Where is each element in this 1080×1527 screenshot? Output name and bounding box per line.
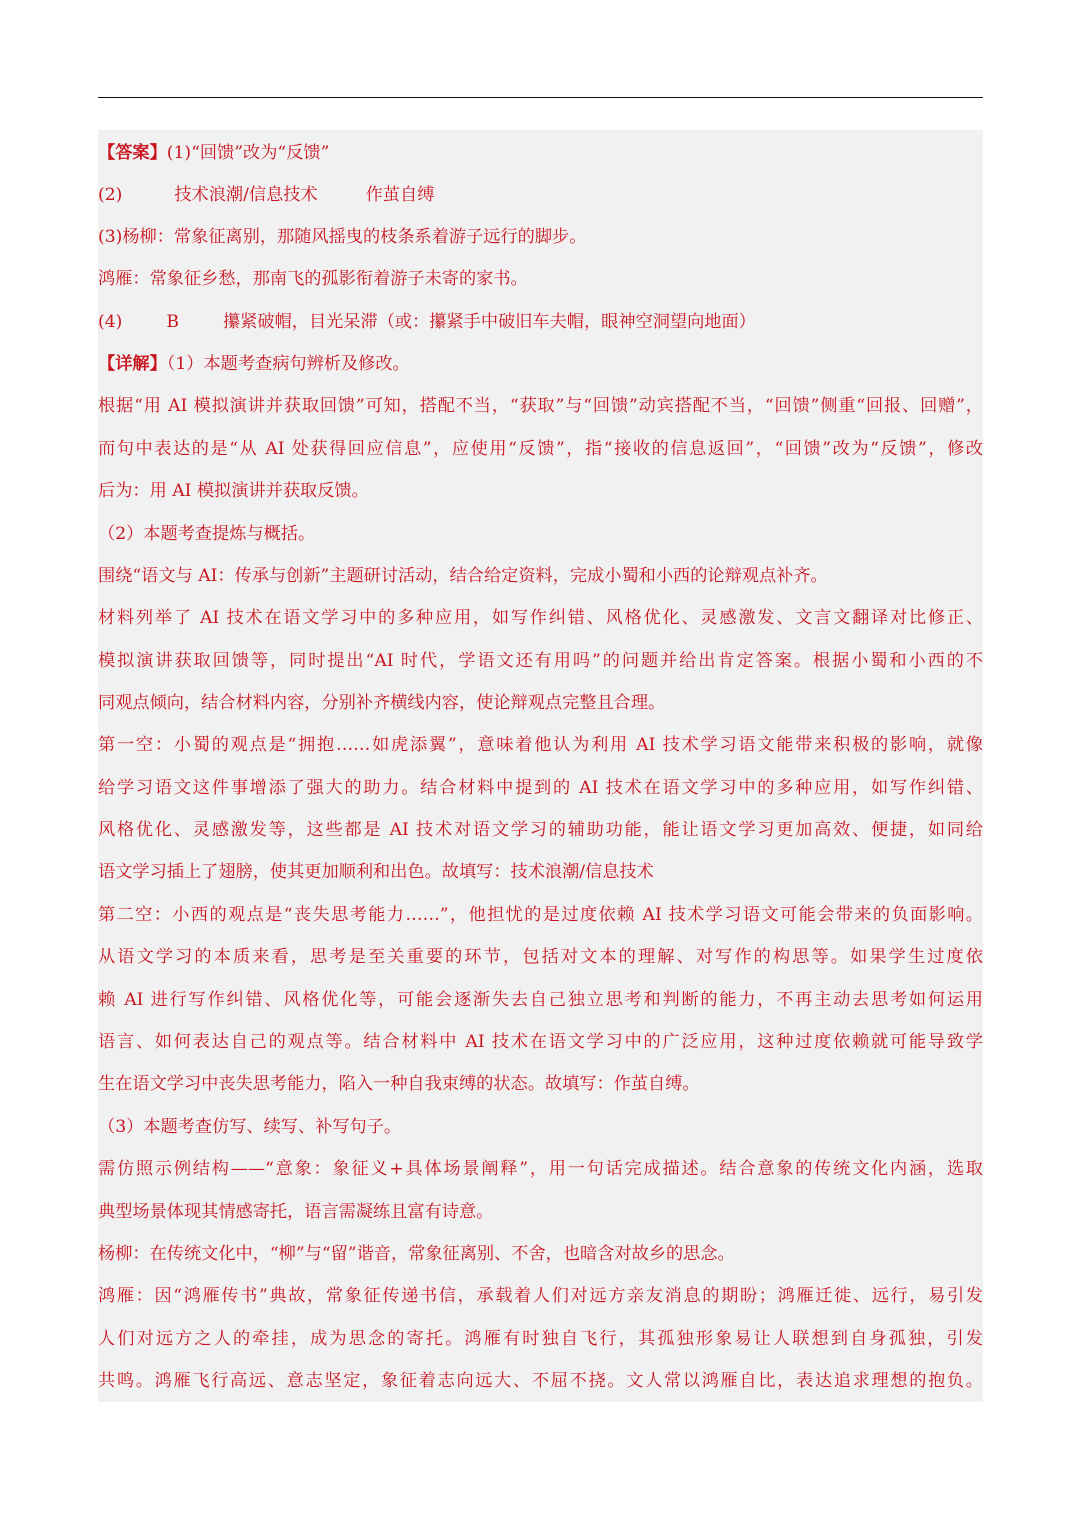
detail-section-2-title: （2）本题考查提炼与概括。 — [98, 524, 316, 544]
answer-label: 【答案】 — [98, 143, 167, 163]
answer-line-3 — [98, 222, 983, 252]
detail-line-1 — [98, 349, 983, 379]
answer-item-3-goose: 鸿雁：常象征乡愁，那南飞的孤影衔着游子未寄的家书。 — [98, 269, 528, 289]
detail-p5-line-2: 从语文学习的本质来看，思考是至关重要的环节，包括对文本的理解、对写作的构思等。如果学生过度依 — [98, 947, 983, 967]
detail-p5-line-1: 第二空：小西的观点是“丧失思考能力……”，他担忧的是过度依赖 AI 技术学习语文可能会带来的负面影响。 — [98, 905, 983, 925]
detail-p8-line-2: 人们对远方之人的牵挂，成为思念的寄托。鸿雁有时独自飞行，其孤独形象易让人联想到自身孤独，引发 — [98, 1329, 983, 1349]
detail-p6-line-1: 需仿照示例结构——“意象：象征义+具体场景阐释”，用一句话完成描述。结合意象的传统文化内涵，选取 — [98, 1159, 983, 1179]
detail-p4-line-4: 语文学习插上了翅膀，使其更加顺利和出色。故填写：技术浪潮/信息技术 — [98, 862, 654, 882]
answer-item-4-choice: B — [166, 312, 179, 332]
answer-item-2-blank-a: 技术浪潮/信息技术 — [174, 185, 318, 205]
answer-item-2-blank-b: 作茧自缚 — [365, 185, 435, 205]
answer-section — [98, 130, 983, 1402]
answer-item-2-number: (2) — [98, 185, 123, 205]
answer-item-1: (1)“回馈”改为“反馈” — [166, 143, 330, 163]
detail-p3-line-1: 材料列举了 AI 技术在语文学习中的多种应用，如写作纠错、风格优化、灵感激发、文言文翻译对比修正、 — [98, 608, 983, 628]
detail-p8-line-3: 共鸣。鸿雁飞行高远、意志坚定，象征着志向远大、不屈不挠。文人常以鸿雁自比，表达追求理想的抱负。 — [98, 1371, 983, 1391]
answer-line-5 — [98, 307, 983, 337]
detail-p5-line-5: 生在语文学习中丧失思考能力，陷入一种自我束缚的状态。故填写：作茧自缚。 — [98, 1074, 700, 1094]
detail-p7-line-1: 杨柳：在传统文化中，“柳”与“留”谐音，常象征离别、不舍，也暗含对故乡的思念。 — [98, 1244, 735, 1264]
answer-line-2 — [98, 180, 983, 210]
answer-line-4 — [98, 264, 983, 294]
detail-p1-line-2: 而句中表达的是“从 AI 处获得回应信息”，应使用“反馈”，指“接收的信息返回”，“回馈”改为“反馈”，修改 — [98, 439, 983, 459]
detail-p2-line-1: 围绕“语文与 AI：传承与创新”主题研讨活动，结合给定资料，完成小蜀和小西的论辩观点补齐。 — [98, 566, 828, 586]
detail-intro: （1）本题考查病句辨析及修改。 — [166, 354, 410, 374]
detail-p1-line-1: 根据“用 AI 模拟演讲并获取回馈”可知，搭配不当，“获取”与“回馈”动宾搭配不当，“回馈”侧重“回报、回赠”， — [98, 396, 983, 416]
answer-item-3-willow: (3)杨柳：常象征离别，那随风摇曳的枝条系着游子远行的脚步。 — [98, 227, 587, 247]
detail-p1-line-3: 后为：用 AI 模拟演讲并获取反馈。 — [98, 481, 369, 501]
detail-p6-line-2: 典型场景体现其情感寄托，语言需凝练且富有诗意。 — [98, 1202, 494, 1222]
answer-item-4-text: 攥紧破帽，目光呆滞（或：攥紧手中破旧车夫帽，眼神空洞望向地面） — [223, 312, 756, 332]
detail-p5-line-4: 语言、如何表达自己的观点等。结合材料中 AI 技术在语文学习中的广泛应用，这种过度依赖就可能导致学 — [98, 1032, 983, 1052]
detail-p4-line-1: 第一空：小蜀的观点是“拥抱……如虎添翼”，意味着他认为利用 AI 技术学习语文能带来积极的影响，就像 — [98, 735, 983, 755]
answer-item-4-number: (4) — [98, 312, 123, 332]
detail-p3-line-3: 同观点倾向，结合材料内容，分别补齐横线内容，使论辩观点完整且合理。 — [98, 693, 666, 713]
detail-section-3-title: （3）本题考查仿写、续写、补写句子。 — [98, 1117, 402, 1137]
answer-line-1 — [98, 138, 983, 168]
detail-p4-line-3: 风格优化、灵感激发等，这些都是 AI 技术对语文学习的辅助功能，能让语文学习更加高效、便捷，如同给 — [98, 820, 983, 840]
detail-p3-line-2: 模拟演讲获取回馈等，同时提出“AI 时代，学语文还有用吗”的问题并给出肯定答案。根据小蜀和小西的不 — [98, 651, 983, 671]
detail-p4-line-2: 给学习语文这件事增添了强大的助力。结合材料中提到的 AI 技术在语文学习中的多种应用，如写作纠错、 — [98, 778, 983, 798]
detail-p8-line-1: 鸿雁：因“鸿雁传书”典故，常象征传递书信，承载着人们对远方亲友消息的期盼；鸿雁迁徙、远行，易引发 — [98, 1286, 983, 1306]
detail-p5-line-3: 赖 AI 进行写作纠错、风格优化等，可能会逐渐失去自己独立思考和判断的能力，不再主动去思考如何运用 — [98, 990, 983, 1010]
detail-label: 【详解】 — [98, 354, 167, 374]
header-rule — [98, 97, 983, 98]
